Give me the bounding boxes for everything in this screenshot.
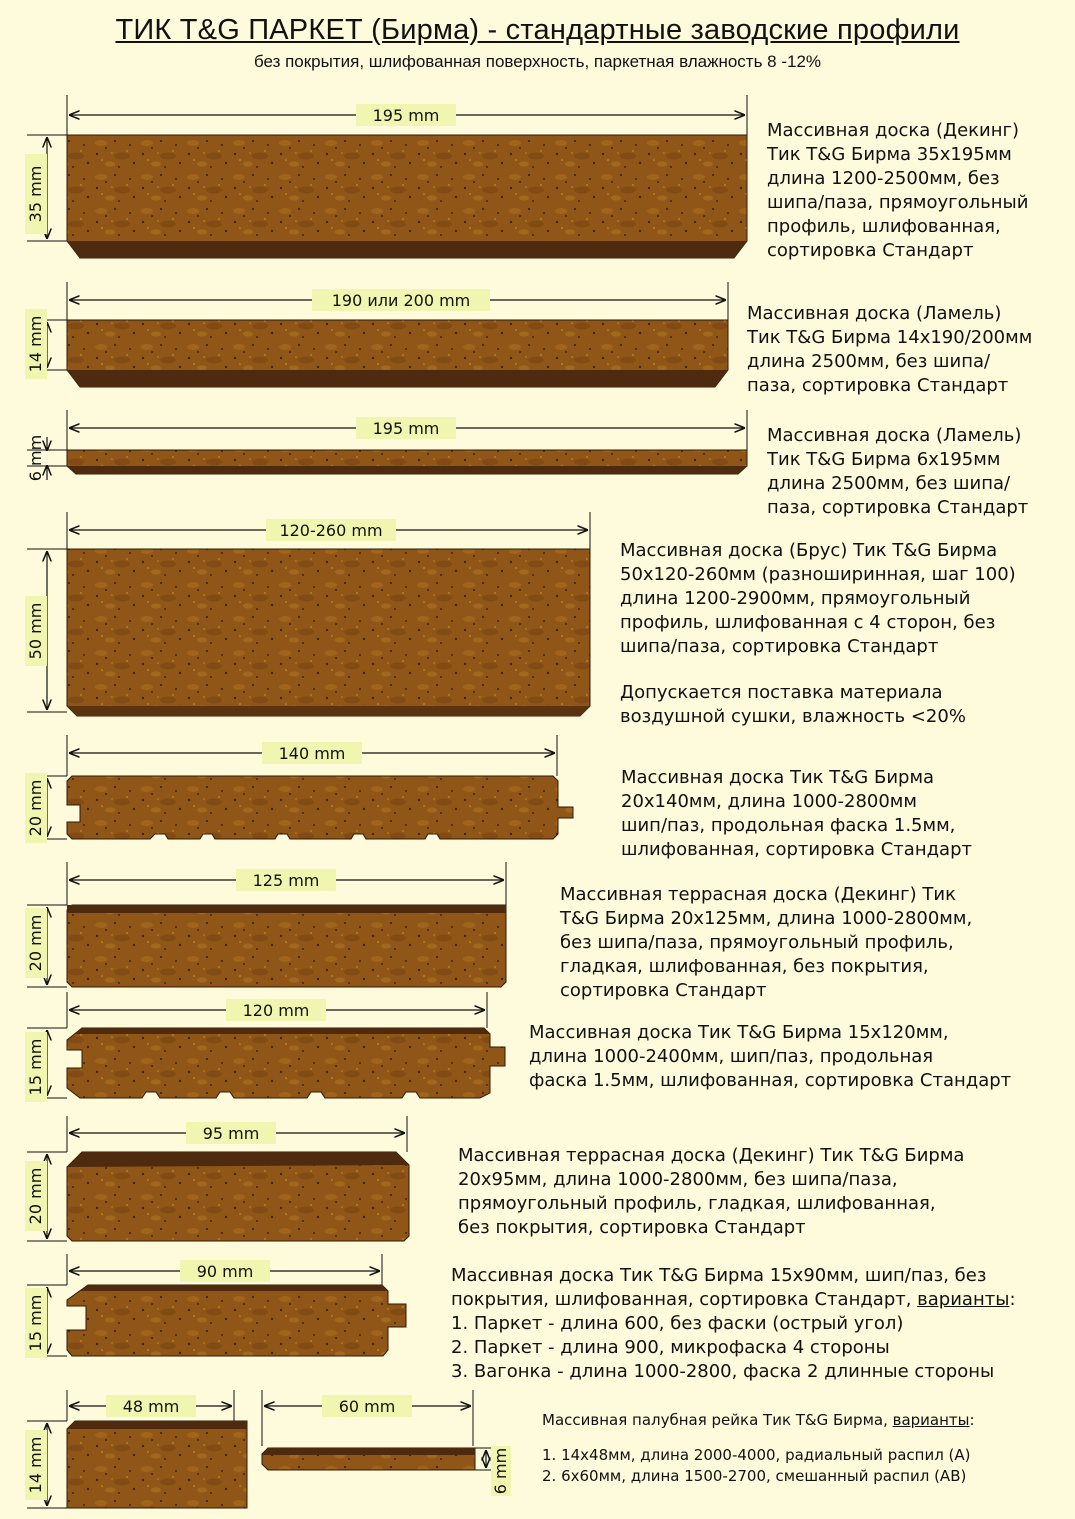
desc-line: шлифованная, сортировка Стандарт: [621, 839, 972, 860]
profile-6-description: [560, 883, 972, 1003]
profile-10: [25, 1390, 511, 1508]
thickness-label: 50 mm: [26, 602, 45, 660]
desc-line: Массивная террасная доска (Декинг) Тик: [560, 884, 956, 905]
profile-1-description: [767, 119, 1028, 263]
width-label: 120 mm: [242, 1001, 310, 1020]
profile-5: [25, 735, 573, 843]
board-profile: [67, 549, 590, 716]
profile-5-description: [621, 766, 972, 862]
desc-line: Массивная доска Тик T&G Бирма: [621, 767, 935, 788]
variants-link: варианты: [917, 1289, 1010, 1310]
variant-line: 1. Паркет - длина 600, без фаски (острый угол): [451, 1313, 904, 1334]
desc-line: длина 1200-2900мм, прямоугольный: [620, 588, 971, 609]
thickness-label-a: 14 mm: [26, 1436, 45, 1494]
desc-line: фаска 1.5мм, шлифованная, сортировка Стандарт: [529, 1070, 1012, 1091]
desc-line: длина 2500мм, без шипа/: [747, 351, 991, 372]
desc-text: :: [969, 1411, 975, 1429]
desc-line: Массивная доска Тик T&G Бирма 15х90мм, шип/паз, без: [451, 1265, 987, 1286]
width-label-b: 60 mm: [338, 1397, 396, 1416]
desc-line: Массивная доска (Декинг): [767, 120, 1019, 141]
profile-4-description: [620, 539, 1016, 729]
width-label: 125 mm: [252, 871, 320, 890]
thickness-label: 20 mm: [26, 779, 45, 837]
width-label: 90 mm: [196, 1262, 254, 1281]
desc-line: Тик T&G Бирма 35х195мм: [767, 144, 1012, 165]
width-label: 120-260 mm: [279, 521, 383, 540]
desc-line: Массивная доска (Ламель): [767, 425, 1022, 446]
profile-1: [25, 95, 747, 258]
page-subtitle: без покрытия, шлифованная поверхность, паркетная влажность 8 -12%: [253, 52, 822, 71]
variant-line: 2. 6х60мм, длина 1500-2700, смешанный распил (АВ): [542, 1467, 967, 1485]
profile-9: [25, 1254, 406, 1358]
desc-text: покрытия, шлифованная, сортировка Стандарт,: [451, 1289, 918, 1310]
width-label-a: 48 mm: [122, 1397, 180, 1416]
profile-3-description: [767, 424, 1028, 520]
width-label: 195 mm: [372, 419, 440, 438]
thickness-label: 6 mm: [26, 434, 45, 482]
desc-line: 50х120-260мм (разноширинная, шаг 100): [620, 564, 1016, 585]
desc-line: Массивная террасная доска (Декинг) Тик T&G Бирма: [458, 1145, 965, 1166]
board-profile: [67, 905, 506, 987]
thickness-label: 35 mm: [26, 165, 45, 223]
profile-3: [25, 410, 747, 488]
desc-line: прямоугольный профиль, гладкая, шлифованная,: [458, 1193, 936, 1214]
desc-text: :: [1009, 1289, 1016, 1310]
width-label: 140 mm: [278, 744, 346, 763]
profile-2-description: [747, 302, 1032, 398]
width-label: 190 или 200 mm: [331, 291, 471, 310]
desc-line: Массивная доска Тик T&G Бирма 15х120мм,: [529, 1022, 949, 1043]
desc-line: Массивная доска (Брус) Тик T&G Бирма: [620, 540, 998, 561]
variants-link: варианты: [892, 1411, 970, 1429]
desc-line: паза, сортировка Стандарт: [747, 375, 1009, 396]
profile-2: [25, 282, 728, 387]
desc-line: сортировка Стандарт: [767, 240, 974, 261]
profile-10-description: [542, 1410, 975, 1487]
desc-line: длина 1000-2400мм, шип/паз, продольная: [529, 1046, 934, 1067]
desc-line: шип/паз, продольная фаска 1.5мм,: [621, 815, 956, 836]
desc-line: шипа/паза, сортировка Стандарт: [620, 636, 939, 657]
profile-4: [25, 512, 590, 716]
board-profile: [67, 135, 747, 258]
profile-7-description: [529, 1021, 1011, 1093]
profile-8-description: [458, 1144, 964, 1240]
desc-line: 20х95мм, длина 1000-2800мм, без шипа/паза,: [458, 1169, 898, 1190]
thickness-label: 14 mm: [26, 315, 45, 373]
desc-line: сортировка Стандарт: [560, 980, 767, 1001]
desc-line: Массивная доска (Ламель): [747, 303, 1002, 324]
desc-line: без покрытия, сортировка Стандарт: [458, 1217, 806, 1238]
thickness-label: 20 mm: [26, 1167, 45, 1225]
board-profile: [67, 776, 573, 839]
rail-profile-a: [67, 1421, 247, 1508]
desc-line: длина 1200-2500мм, без: [767, 168, 1000, 189]
variant-line: 2. Паркет - длина 900, микрофаска 4 стороны: [451, 1337, 890, 1358]
board-profile: [67, 1028, 505, 1098]
profile-9-description: [451, 1264, 1016, 1384]
desc-line: [542, 1410, 975, 1431]
desc-line: без шипа/паза, прямоугольный профиль,: [560, 932, 954, 953]
desc-line: 20х140мм, длина 1000-2800мм: [621, 791, 917, 812]
page-title: ТИК T&G ПАРКЕТ (Бирма) - стандартные заводские профили: [115, 14, 960, 46]
profile-7: [25, 992, 505, 1102]
desc-text: Массивная палубная рейка Тик T&G Бирма,: [542, 1411, 893, 1429]
note-line: воздушной сушки, влажность <20%: [620, 706, 966, 727]
board-profile: [67, 1285, 406, 1356]
desc-line: шипа/паза, прямоугольный: [767, 192, 1029, 213]
thickness-label: 15 mm: [26, 1294, 45, 1352]
desc-line: длина 2500мм, без шипа/: [767, 473, 1011, 494]
desc-line: профиль, шлифованная с 4 сторон, без: [620, 612, 996, 633]
thickness-label-b: 6 mm: [491, 1447, 510, 1495]
desc-line: гладкая, шлифованная, без покрытия,: [560, 956, 929, 977]
desc-line: профиль, шлифованная,: [767, 216, 1001, 237]
desc-line: T&G Бирма 20х125мм, длина 1000-2800мм,: [560, 908, 973, 929]
desc-line: паза, сортировка Стандарт: [767, 497, 1029, 518]
width-label: 195 mm: [372, 106, 440, 125]
thickness-label: 20 mm: [26, 914, 45, 972]
width-label: 95 mm: [202, 1124, 260, 1143]
profile-6: [25, 862, 506, 987]
note-line: Допускается поставка материала: [620, 682, 943, 703]
profile-8: [25, 1116, 409, 1241]
thickness-label: 15 mm: [26, 1038, 45, 1096]
variant-line: 1. 14х48мм, длина 2000-4000, радиальный распил (А): [542, 1446, 971, 1464]
desc-line: [451, 1288, 1016, 1312]
variant-line: 3. Вагонка - длина 1000-2800, фаска 2 длинные стороны: [451, 1361, 995, 1382]
desc-line: Тик T&G Бирма 6х195мм: [767, 449, 1001, 470]
desc-line: Тик T&G Бирма 14х190/200мм: [747, 327, 1033, 348]
